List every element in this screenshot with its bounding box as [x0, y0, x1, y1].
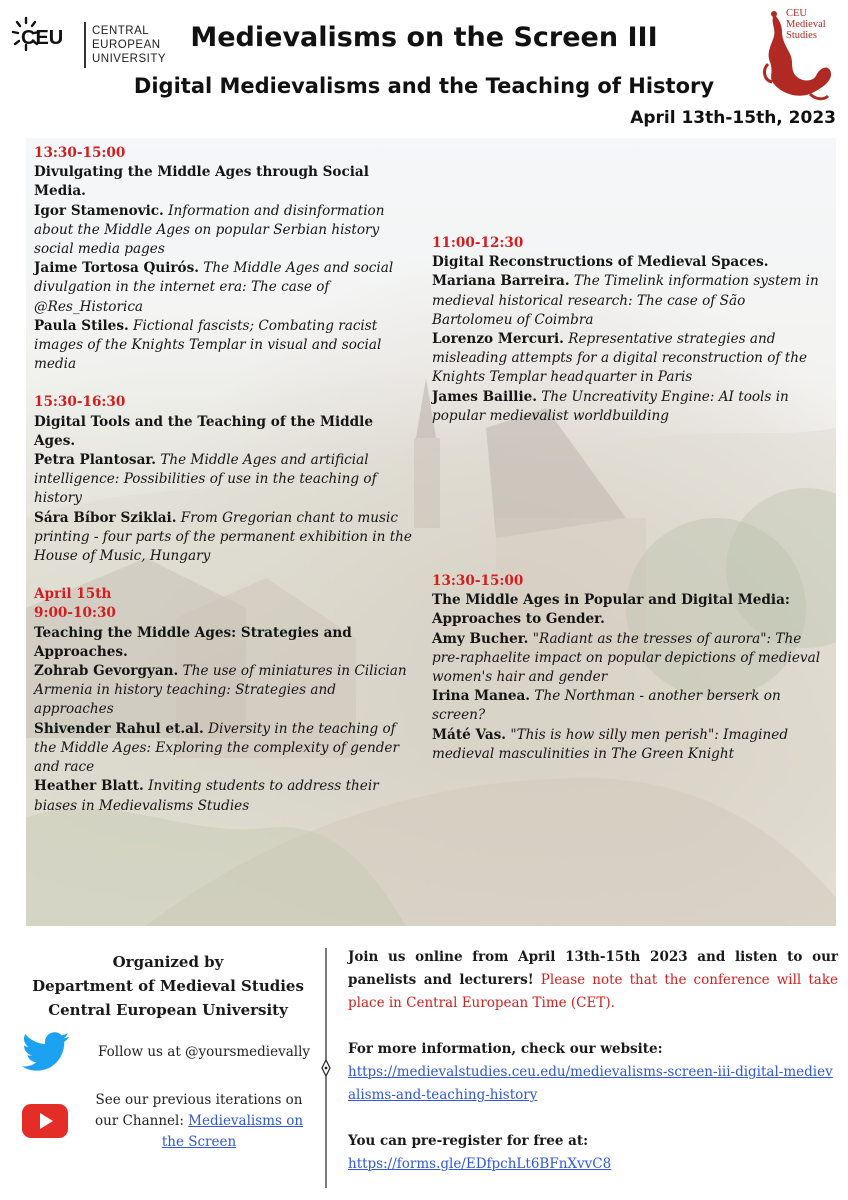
session-title: Digital Reconstructions of Medieval Spaces. — [432, 254, 769, 271]
youtube-text-block — [84, 1090, 314, 1153]
session-day: April 15th — [34, 586, 112, 603]
form-paragraph — [348, 1153, 838, 1176]
conference-dates: April 13th-15th, 2023 — [630, 108, 836, 128]
talk-entry — [34, 720, 414, 778]
session-block — [34, 393, 414, 566]
session-title: Divulgating the Middle Ages through Social Media. — [34, 164, 369, 200]
talk-title: Representative strategies and misleading attempts for a digital reconstruction of the Knights Templar headquarter in Paris — [432, 331, 808, 386]
session-time: 11:00-12:30 — [432, 235, 524, 251]
talk-title: The Timelink information system in medieval historical research: The case of São Bartolomeu of Coimbra — [432, 273, 819, 328]
website-link[interactable]: https://medievalstudies.ceu.edu/medievalisms-screen-iii-digital-medievalisms-and-teaching-history — [348, 1064, 833, 1103]
program-column-left — [34, 144, 414, 835]
cms-logo-line: Studies — [786, 30, 817, 41]
ornament-divider-icon — [320, 948, 332, 1188]
cms-logo-line: CEU — [786, 8, 807, 19]
session-block — [34, 585, 414, 815]
talk-title: Inviting students to address their biases in Medievalisms Studies — [34, 778, 379, 814]
speaker-name: Lorenzo Mercuri. — [432, 331, 564, 348]
ceu-logo-line: EUROPEAN — [92, 39, 161, 51]
speaker-name: Petra Plantosar. — [34, 452, 157, 469]
talk-entry — [34, 259, 414, 317]
ceu-logo-line: UNIVERSITY — [92, 53, 167, 65]
talk-entry — [34, 509, 414, 567]
talk-title: Fictional fascists; Combating racist images of the Knights Templar in visual and social media — [34, 317, 382, 373]
cms-logo-text — [786, 8, 826, 41]
twitter-icon[interactable] — [22, 1032, 70, 1072]
talk-entry — [432, 388, 824, 426]
talk-title: The Northman - another berserk on screen? — [432, 688, 781, 724]
talk-entry — [34, 317, 414, 375]
speaker-name: Amy Bucher. — [432, 630, 529, 647]
youtube-icon[interactable] — [22, 1104, 68, 1138]
cms-logo — [760, 8, 842, 108]
talk-title: The use of miniatures in Cilician Armenia in history teaching: Strategies and approaches — [34, 663, 407, 718]
speaker-name: Jaime Tortosa Quirós. — [34, 260, 199, 277]
page-subtitle: Digital Medievalisms and the Teaching of History — [133, 74, 715, 98]
talk-title: "Radiant as the tresses of aurora": The pre-raphaelite impact on popular depictions of medieval women's hair and gender — [432, 630, 821, 686]
website-paragraph — [348, 1061, 838, 1107]
talk-title: From Gregorian chant to music printing - four parts of the permanent exhibition in the House of Music, Hungary — [34, 509, 412, 565]
speaker-name: Máté Vas. — [432, 726, 507, 743]
organizer-block — [18, 950, 318, 1022]
ceu-logo-line: CENTRAL — [92, 25, 150, 37]
program-column-right — [432, 234, 824, 426]
page-title: Medievalisms on the Screen III — [190, 22, 658, 53]
talk-entry — [432, 330, 824, 388]
timezone-note: Please note that the conference will take place in Central European Time (CET). — [348, 972, 838, 1011]
twitter-follow-text: Follow us at @yoursmedievally — [98, 1044, 311, 1060]
speaker-name: Sára Bíbor Sziklai. — [34, 509, 177, 526]
university-name: Central European University — [48, 1001, 288, 1019]
talk-entry — [34, 202, 414, 260]
more-info-label: For more information, check our website: — [348, 1041, 663, 1057]
speaker-name: Igor Stamenovic. — [34, 202, 164, 219]
talk-title: The Middle Ages and social divulgation in the internet era: The case of @Res_Historica — [34, 260, 394, 315]
youtube-channel-link[interactable]: Medievalisms on the Screen — [161, 1113, 304, 1150]
session-time: 13:30-15:00 — [34, 145, 126, 161]
session-title: Digital Tools and the Teaching of the Middle Ages. — [34, 413, 373, 449]
youtube-text: See our previous iterations on our Channel: — [94, 1092, 303, 1129]
speaker-name: Heather Blatt. — [34, 778, 144, 795]
talk-title: The Middle Ages and artificial intelligence: Possibilities of use in the teaching of history — [34, 452, 377, 507]
session-time: 15:30-16:30 — [34, 394, 126, 411]
speaker-name: James Baillie. — [432, 388, 537, 405]
twitter-row — [20, 1030, 320, 1074]
talk-title: "This is how silly men perish": Imagined medieval masculinities in The Green Knight — [432, 726, 789, 762]
organized-by-label: Organized by — [112, 953, 224, 971]
talk-entry — [34, 451, 414, 509]
session-block — [34, 144, 414, 374]
session-time: 9:00-10:30 — [34, 605, 116, 622]
talk-entry — [34, 777, 414, 815]
talk-title: Information and disinformation about the Middle Ages on popular Serbian history social media pages — [34, 202, 385, 258]
svg-text:CEU: CEU — [21, 27, 64, 49]
talk-title: Diversity in the teaching of the Middle Ages: Exploring the complexity of gender and race — [34, 720, 399, 776]
info-block — [348, 946, 838, 1176]
session-title: Teaching the Middle Ages: Strategies and Approaches. — [34, 624, 352, 660]
session-title: The Middle Ages in Popular and Digital Media: Approaches to Gender. — [432, 592, 790, 628]
session-time: 13:30-15:00 — [432, 573, 524, 589]
join-paragraph — [348, 946, 838, 1015]
talk-entry — [34, 662, 414, 720]
youtube-row — [20, 1090, 320, 1160]
talk-title: The Uncreativity Engine: AI tools in popular medievalist worldbuilding — [432, 388, 789, 424]
cms-logo-line: Medieval — [786, 19, 826, 30]
session-block — [432, 572, 824, 764]
speaker-name: Zohrab Gevorgyan. — [34, 663, 179, 680]
speaker-name: Paula Stiles. — [34, 317, 129, 334]
speaker-name: Mariana Barreira. — [432, 273, 570, 290]
preregister-form-link[interactable]: https://forms.gle/EDfpchLt6BFnXvvC8 — [348, 1156, 612, 1172]
preregister-label: You can pre-register for free at: — [348, 1133, 589, 1149]
talk-entry — [432, 687, 824, 725]
speaker-name: Irina Manea. — [432, 688, 531, 705]
program-column-right-lower — [432, 572, 824, 764]
talk-entry — [432, 630, 824, 688]
join-text: Join us online from April 13th-15th 2023 and listen to our panelists and lecturers! — [348, 949, 838, 988]
speaker-name: Shivender Rahul et.al. — [34, 720, 204, 737]
program-panel — [26, 138, 836, 926]
talk-entry — [432, 726, 824, 764]
talk-entry — [432, 272, 824, 330]
department-name: Department of Medieval Studies — [32, 977, 304, 995]
session-block — [432, 234, 824, 426]
